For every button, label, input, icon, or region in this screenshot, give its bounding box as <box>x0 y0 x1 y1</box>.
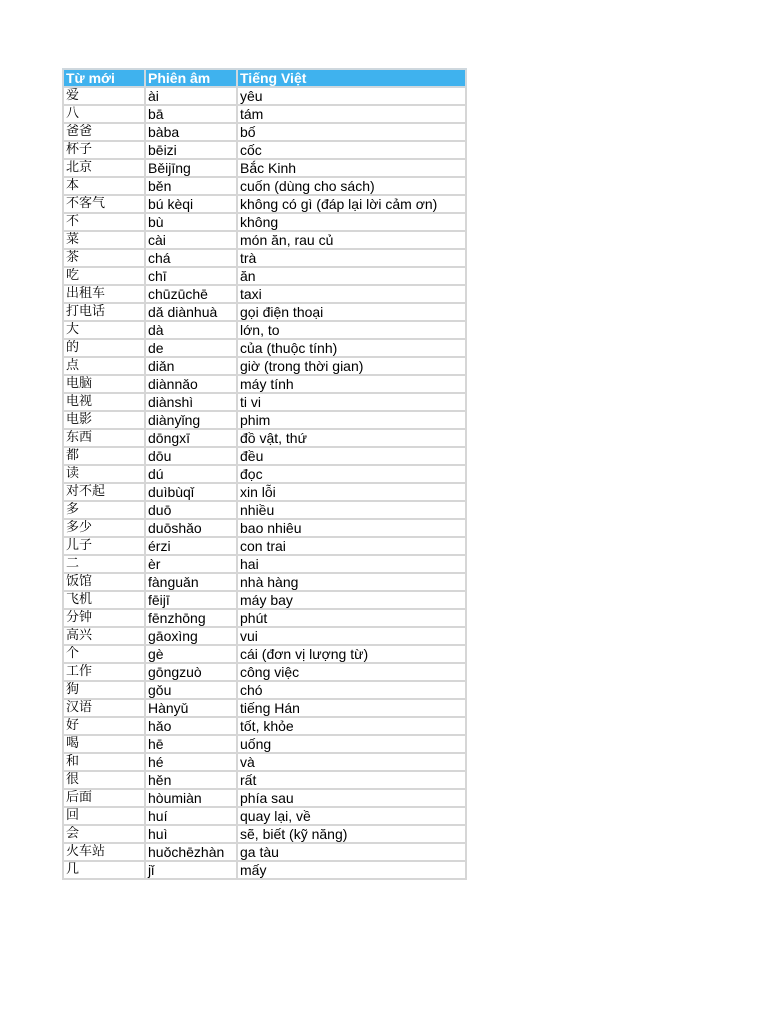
table-row <box>63 771 466 789</box>
cell-vietnamese: tốt, khỏe <box>237 717 466 735</box>
cell-vietnamese: món ăn, rau củ <box>237 231 466 249</box>
cell-pinyin: dōngxī <box>145 429 237 447</box>
cell-vietnamese: taxi <box>237 285 466 303</box>
table-row <box>63 681 466 699</box>
cell-pinyin: hěn <box>145 771 237 789</box>
cell-new-word: 都 <box>63 447 145 465</box>
vocabulary-table <box>62 68 467 880</box>
cell-new-word: 饭馆 <box>63 573 145 591</box>
table-row <box>63 735 466 753</box>
cell-vietnamese: tiếng Hán <box>237 699 466 717</box>
cell-new-word: 菜 <box>63 231 145 249</box>
table-row <box>63 87 466 105</box>
table-row <box>63 825 466 843</box>
cell-vietnamese: nhiều <box>237 501 466 519</box>
cell-vietnamese: con trai <box>237 537 466 555</box>
cell-pinyin: fēnzhōng <box>145 609 237 627</box>
table-row <box>63 447 466 465</box>
cell-pinyin: bā <box>145 105 237 123</box>
table-row <box>63 465 466 483</box>
cell-new-word: 电脑 <box>63 375 145 393</box>
cell-new-word: 汉语 <box>63 699 145 717</box>
cell-pinyin: bú kèqi <box>145 195 237 213</box>
cell-vietnamese: phía sau <box>237 789 466 807</box>
cell-new-word: 很 <box>63 771 145 789</box>
cell-new-word: 和 <box>63 753 145 771</box>
cell-pinyin: duōshǎo <box>145 519 237 537</box>
table-row <box>63 573 466 591</box>
cell-new-word: 儿子 <box>63 537 145 555</box>
cell-pinyin: gōngzuò <box>145 663 237 681</box>
cell-new-word: 的 <box>63 339 145 357</box>
cell-new-word: 狗 <box>63 681 145 699</box>
cell-vietnamese: của (thuộc tính) <box>237 339 466 357</box>
cell-new-word: 八 <box>63 105 145 123</box>
cell-new-word: 多少 <box>63 519 145 537</box>
cell-pinyin: duìbùqǐ <box>145 483 237 501</box>
cell-new-word: 出租车 <box>63 285 145 303</box>
cell-vietnamese: ti vi <box>237 393 466 411</box>
cell-vietnamese: ga tàu <box>237 843 466 861</box>
cell-vietnamese: đọc <box>237 465 466 483</box>
cell-new-word: 电视 <box>63 393 145 411</box>
cell-pinyin: cài <box>145 231 237 249</box>
cell-new-word: 大 <box>63 321 145 339</box>
table-row <box>63 231 466 249</box>
cell-new-word: 北京 <box>63 159 145 177</box>
table-row <box>63 843 466 861</box>
cell-new-word: 东西 <box>63 429 145 447</box>
table-row <box>63 645 466 663</box>
table-row <box>63 159 466 177</box>
cell-new-word: 打电话 <box>63 303 145 321</box>
cell-vietnamese: phim <box>237 411 466 429</box>
cell-vietnamese: bao nhiêu <box>237 519 466 537</box>
cell-vietnamese: cái (đơn vị lượng từ) <box>237 645 466 663</box>
table-row <box>63 303 466 321</box>
cell-vietnamese: trà <box>237 249 466 267</box>
table-row <box>63 519 466 537</box>
cell-pinyin: gāoxìng <box>145 627 237 645</box>
table-row <box>63 249 466 267</box>
cell-vietnamese: máy bay <box>237 591 466 609</box>
cell-vietnamese: hai <box>237 555 466 573</box>
table-row <box>63 483 466 501</box>
cell-vietnamese: yêu <box>237 87 466 105</box>
cell-vietnamese: xin lỗi <box>237 483 466 501</box>
cell-vietnamese: không có gì (đáp lại lời cảm ơn) <box>237 195 466 213</box>
table-row <box>63 789 466 807</box>
cell-new-word: 茶 <box>63 249 145 267</box>
cell-new-word: 点 <box>63 357 145 375</box>
cell-new-word: 高兴 <box>63 627 145 645</box>
table-row <box>63 627 466 645</box>
table-row <box>63 357 466 375</box>
cell-vietnamese: ăn <box>237 267 466 285</box>
table-row <box>63 861 466 879</box>
cell-new-word: 会 <box>63 825 145 843</box>
cell-pinyin: diànnǎo <box>145 375 237 393</box>
cell-pinyin: hé <box>145 753 237 771</box>
table-row <box>63 609 466 627</box>
cell-vietnamese: gọi điện thoại <box>237 303 466 321</box>
table-row <box>63 375 466 393</box>
vocabulary-sheet <box>62 68 465 880</box>
cell-pinyin: diànyǐng <box>145 411 237 429</box>
table-row <box>63 141 466 159</box>
cell-vietnamese: phút <box>237 609 466 627</box>
cell-pinyin: dōu <box>145 447 237 465</box>
cell-new-word: 杯子 <box>63 141 145 159</box>
table-row <box>63 753 466 771</box>
cell-pinyin: de <box>145 339 237 357</box>
table-row <box>63 717 466 735</box>
cell-new-word: 好 <box>63 717 145 735</box>
cell-new-word: 二 <box>63 555 145 573</box>
cell-vietnamese: tám <box>237 105 466 123</box>
cell-vietnamese: sẽ, biết (kỹ năng) <box>237 825 466 843</box>
cell-vietnamese: mấy <box>237 861 466 879</box>
cell-new-word: 分钟 <box>63 609 145 627</box>
cell-new-word: 电影 <box>63 411 145 429</box>
cell-pinyin: chūzūchē <box>145 285 237 303</box>
cell-vietnamese: vui <box>237 627 466 645</box>
cell-pinyin: hē <box>145 735 237 753</box>
table-row <box>63 195 466 213</box>
cell-vietnamese: quay lại, về <box>237 807 466 825</box>
cell-vietnamese: Bắc Kinh <box>237 159 466 177</box>
table-row <box>63 555 466 573</box>
cell-pinyin: diànshì <box>145 393 237 411</box>
cell-new-word: 爱 <box>63 87 145 105</box>
cell-pinyin: bēizi <box>145 141 237 159</box>
cell-new-word: 个 <box>63 645 145 663</box>
cell-vietnamese: công việc <box>237 663 466 681</box>
cell-pinyin: dà <box>145 321 237 339</box>
table-row <box>63 267 466 285</box>
cell-vietnamese: đồ vật, thứ <box>237 429 466 447</box>
cell-new-word: 不客气 <box>63 195 145 213</box>
column-header-new-word: Từ mới <box>63 69 145 87</box>
table-row <box>63 105 466 123</box>
table-header-row <box>63 69 466 87</box>
table-row <box>63 591 466 609</box>
cell-pinyin: hǎo <box>145 717 237 735</box>
cell-pinyin: diǎn <box>145 357 237 375</box>
cell-vietnamese: rất <box>237 771 466 789</box>
cell-new-word: 本 <box>63 177 145 195</box>
table-row <box>63 285 466 303</box>
cell-pinyin: bàba <box>145 123 237 141</box>
cell-vietnamese: uống <box>237 735 466 753</box>
cell-new-word: 火车站 <box>63 843 145 861</box>
cell-pinyin: chá <box>145 249 237 267</box>
table-row <box>63 321 466 339</box>
table-row <box>63 123 466 141</box>
cell-vietnamese: nhà hàng <box>237 573 466 591</box>
cell-new-word: 不 <box>63 213 145 231</box>
cell-pinyin: gǒu <box>145 681 237 699</box>
cell-pinyin: bù <box>145 213 237 231</box>
table-row <box>63 429 466 447</box>
table-row <box>63 699 466 717</box>
column-header-vietnamese: Tiếng Việt <box>237 69 466 87</box>
cell-new-word: 工作 <box>63 663 145 681</box>
cell-new-word: 后面 <box>63 789 145 807</box>
cell-new-word: 回 <box>63 807 145 825</box>
cell-new-word: 对不起 <box>63 483 145 501</box>
cell-pinyin: ài <box>145 87 237 105</box>
table-row <box>63 339 466 357</box>
table-row <box>63 411 466 429</box>
cell-new-word: 几 <box>63 861 145 879</box>
table-row <box>63 393 466 411</box>
cell-vietnamese: giờ (trong thời gian) <box>237 357 466 375</box>
cell-vietnamese: cốc <box>237 141 466 159</box>
cell-vietnamese: cuốn (dùng cho sách) <box>237 177 466 195</box>
cell-new-word: 爸爸 <box>63 123 145 141</box>
table-row <box>63 213 466 231</box>
table-row <box>63 501 466 519</box>
cell-pinyin: fēijī <box>145 591 237 609</box>
table-body <box>63 87 466 879</box>
cell-vietnamese: không <box>237 213 466 231</box>
table-row <box>63 663 466 681</box>
cell-pinyin: fànguǎn <box>145 573 237 591</box>
cell-pinyin: dú <box>145 465 237 483</box>
table-row <box>63 537 466 555</box>
cell-pinyin: duō <box>145 501 237 519</box>
cell-pinyin: gè <box>145 645 237 663</box>
table-row <box>63 177 466 195</box>
cell-new-word: 喝 <box>63 735 145 753</box>
cell-new-word: 飞机 <box>63 591 145 609</box>
cell-new-word: 吃 <box>63 267 145 285</box>
cell-pinyin: jǐ <box>145 861 237 879</box>
cell-pinyin: běn <box>145 177 237 195</box>
cell-vietnamese: máy tính <box>237 375 466 393</box>
cell-pinyin: dǎ diànhuà <box>145 303 237 321</box>
cell-vietnamese: chó <box>237 681 466 699</box>
cell-pinyin: huí <box>145 807 237 825</box>
column-header-pinyin: Phiên âm <box>145 69 237 87</box>
table-row <box>63 807 466 825</box>
cell-vietnamese: đều <box>237 447 466 465</box>
cell-pinyin: huǒchēzhàn <box>145 843 237 861</box>
cell-pinyin: Hànyǔ <box>145 699 237 717</box>
cell-pinyin: chī <box>145 267 237 285</box>
cell-vietnamese: bố <box>237 123 466 141</box>
cell-pinyin: hòumiàn <box>145 789 237 807</box>
cell-pinyin: érzi <box>145 537 237 555</box>
cell-vietnamese: và <box>237 753 466 771</box>
cell-pinyin: Běijīng <box>145 159 237 177</box>
cell-pinyin: huì <box>145 825 237 843</box>
cell-new-word: 读 <box>63 465 145 483</box>
cell-pinyin: èr <box>145 555 237 573</box>
cell-vietnamese: lớn, to <box>237 321 466 339</box>
cell-new-word: 多 <box>63 501 145 519</box>
